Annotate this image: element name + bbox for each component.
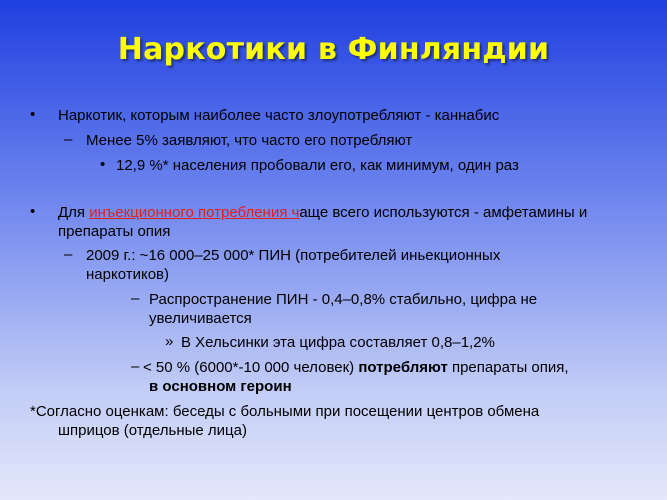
sub-bullet-marker: • [100, 156, 106, 173]
sub-sub-text-prevalence-cont: увеличивается [149, 310, 252, 327]
sub-sub-text-12-9: 12,9 %* населения пробовали его, как минимум, один раз [116, 157, 519, 174]
helsinki-text: В Хельсинки эта цифра составляет 0,8–1,2% [181, 334, 495, 351]
sub-text-2009: 2009 г.: ~16 000–25 000* ПИН (потребителей иньекционных [86, 247, 501, 264]
dash-marker: – [131, 290, 140, 307]
footnote-line-1: *Согласно оценкам: беседы с больными при посещении центров обмена [30, 403, 540, 420]
dash-marker: – [131, 358, 140, 375]
opiates-suffix: препараты опия, [447, 359, 569, 376]
sub-text-less-5: Менее 5% заявляют, что часто его потребляют [86, 132, 413, 149]
opiates-prefix: < 50 % (6000*-10 000 человек) [143, 359, 359, 376]
arrow-marker: » [165, 333, 174, 350]
bullet-text-cannabis: Наркотик, которым наиболее часто злоупотребляют - каннабис [58, 107, 500, 124]
dash-marker: – [64, 246, 73, 263]
bullet-text-injection [58, 203, 587, 222]
opiates-text [143, 358, 569, 377]
slide-title: Наркотики в Финляндии [117, 32, 550, 67]
footnote-line-2: шприцов (отдельные лица) [58, 422, 247, 439]
bullet-text-injection-cont: препараты опия [58, 223, 171, 240]
opiates-bold: потребляют [358, 359, 448, 376]
bullet-marker: • [30, 203, 36, 220]
dash-marker: – [64, 131, 73, 148]
bullet-marker: • [30, 106, 36, 123]
heroin-bold: в основном героин [149, 378, 292, 395]
heroin-text [149, 377, 292, 396]
text-suffix: аще всего используются - амфетамины и [299, 204, 588, 221]
sub-sub-text-prevalence: Распространение ПИН - 0,4–0,8% стабильно, цифра не [149, 291, 538, 308]
text-prefix: Для [58, 204, 90, 221]
sub-text-2009-cont: наркотиков) [86, 266, 169, 283]
highlighted-text: инъекционного потребления ч [89, 204, 300, 221]
